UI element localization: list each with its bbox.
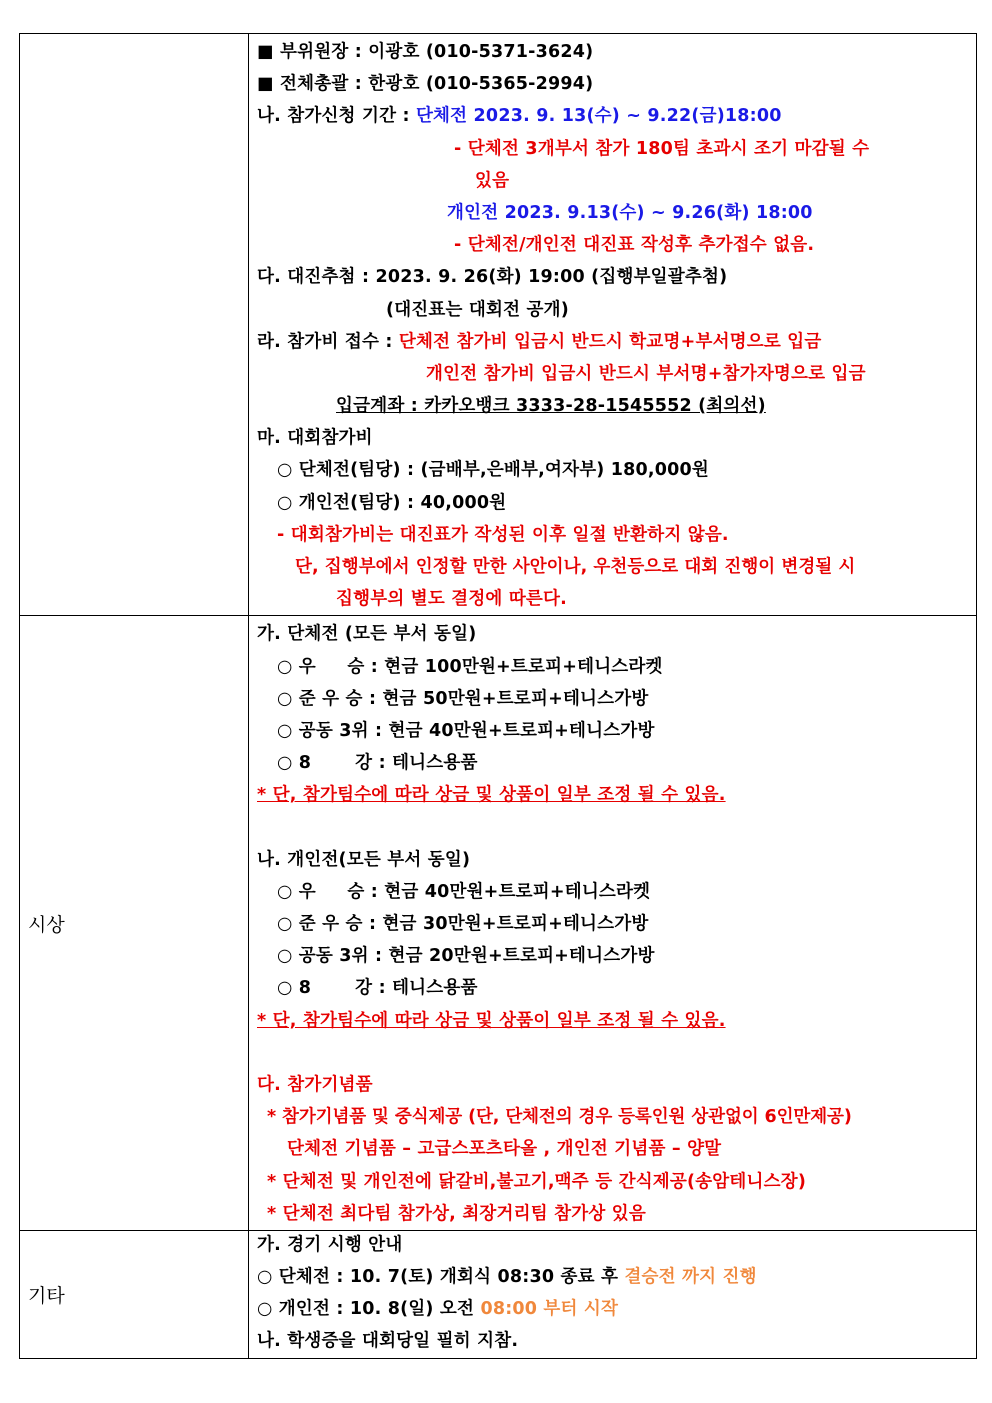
spacer bbox=[257, 812, 976, 844]
fee-team-amount: ○ 단체전(팀당) : (금배부,은배부,여자부) 180,000원 bbox=[277, 460, 710, 481]
refund-line1: - 대회참가비는 대진표가 작성된 이후 일절 반환하지 않음. bbox=[277, 524, 729, 545]
period-label: 나. 참가신청 기간 : bbox=[257, 106, 416, 127]
account-line: 입금계좌 : 카카오뱅크 3333-28-1545552 (최의선) bbox=[336, 396, 766, 417]
refund-line2: 단, 집행부에서 인정할 만한 사안이나, 우천등으로 대회 진행이 변경될 시 bbox=[295, 557, 856, 577]
table-row bbox=[20, 1230, 977, 1358]
team-award-title: 가. 단체전 (모든 부서 동일) bbox=[257, 624, 477, 645]
table-row bbox=[20, 34, 977, 616]
vice-chair-line: ■ 부위원장 : 이광호 (010-5371-3624) bbox=[257, 42, 594, 62]
etc-team-prefix: ○ 단체전 : 10. 7(토) 개회식 08:30 종료 후 bbox=[257, 1266, 625, 1287]
awards-label: 시상 bbox=[20, 616, 249, 1231]
awards-cell bbox=[249, 616, 977, 1231]
period-individual-note: - 단체전/개인전 대진표 작성후 추가접수 없음. bbox=[454, 235, 815, 256]
fee-title: 마. 대회참가비 bbox=[257, 428, 373, 449]
fee-label: 라. 참가비 접수 : bbox=[257, 331, 399, 352]
fee-individual-amount: ○ 개인전(팀당) : 40,000원 bbox=[277, 492, 507, 513]
draw-note: (대진표는 대회전 공개) bbox=[386, 299, 569, 320]
draw-line: 다. 대진추첨 : 2023. 9. 26(화) 19:00 (집행부일괄추첨) bbox=[257, 267, 728, 288]
spacer bbox=[257, 1037, 976, 1069]
period-team-note1: - 단체전 3개부서 참가 180팀 초과시 조기 마감될 수 bbox=[454, 138, 870, 159]
team-award-item: ○ 우 승 : 현금 100만원+트로피+테니스라켓 bbox=[277, 656, 663, 677]
etc-individual-line bbox=[257, 1293, 976, 1325]
gift-line4: * 단체전 최다팀 참가상, 최장거리팀 참가상 있음 bbox=[267, 1203, 646, 1224]
team-award-note: * 단, 참가팀수에 따라 상금 및 상품이 일부 조정 될 수 있음. bbox=[257, 785, 726, 806]
application-cell bbox=[249, 34, 977, 616]
individual-award-item: ○ 우 승 : 현금 40만원+트로피+테니스라켓 bbox=[277, 881, 651, 902]
individual-award-note: * 단, 참가팀수에 따라 상금 및 상품이 일부 조정 될 수 있음. bbox=[257, 1010, 726, 1031]
fee-line bbox=[257, 326, 976, 358]
refund-line3: 집행부의 별도 결정에 따른다. bbox=[336, 589, 567, 610]
general-head-line: ■ 전체총괄 : 한광호 (010-5365-2994) bbox=[257, 74, 594, 95]
empty-label-cell bbox=[20, 34, 249, 616]
fee-individual: 개인전 참가비 입금시 반드시 부서명+참가자명으로 입금 bbox=[426, 363, 866, 384]
individual-award-item: ○ 공동 3위 : 현금 20만원+트로피+테니스가방 bbox=[277, 946, 655, 967]
gift-title: 다. 참가기념품 bbox=[257, 1075, 373, 1095]
gift-line2: 단체전 기념품 – 고급스포츠타올 , 개인전 기념품 – 양말 bbox=[287, 1139, 722, 1160]
period-line bbox=[257, 100, 976, 132]
etc-student-id: 나. 학생증을 대회당일 필히 지참. bbox=[257, 1331, 519, 1352]
gift-line3: * 단체전 및 개인전에 닭갈비,불고기,맥주 등 간식제공(송암테니스장) bbox=[267, 1171, 807, 1192]
fee-team: 단체전 참가비 입금시 반드시 학교명+부서명으로 입금 bbox=[398, 331, 822, 352]
period-team: 단체전 2023. 9. 13(수) ~ 9.22(금)18:00 bbox=[415, 106, 782, 127]
period-individual: 개인전 2023. 9.13(수) ~ 9.26(화) 18:00 bbox=[447, 202, 813, 223]
team-award-item: ○ 8 강 : 테니스용품 bbox=[277, 753, 478, 774]
period-team-note2: 있음 bbox=[475, 170, 510, 191]
etc-individual-prefix: ○ 개인전 : 10. 8(일) 오전 bbox=[257, 1299, 481, 1320]
individual-award-item: ○ 8 강 : 테니스용품 bbox=[277, 978, 478, 999]
individual-award-item: ○ 준 우 승 : 현금 30만원+트로피+테니스가방 bbox=[277, 914, 649, 935]
etc-label: 기타 bbox=[20, 1230, 249, 1358]
individual-award-title: 나. 개인전(모든 부서 동일) bbox=[257, 849, 471, 870]
etc-title: 가. 경기 시행 안내 bbox=[257, 1234, 403, 1255]
info-table bbox=[19, 33, 977, 1359]
team-award-item: ○ 공동 3위 : 현금 40만원+트로피+테니스가방 bbox=[277, 720, 655, 741]
team-award-item: ○ 준 우 승 : 현금 50만원+트로피+테니스가방 bbox=[277, 688, 649, 709]
etc-individual-suffix: 08:00 부터 시작 bbox=[480, 1299, 619, 1320]
etc-team-line bbox=[257, 1261, 976, 1293]
etc-team-suffix: 결승전 까지 진행 bbox=[624, 1266, 757, 1287]
etc-cell bbox=[249, 1230, 977, 1358]
gift-line1: * 참가기념품 및 중식제공 (단, 단체전의 경우 등록인원 상관없이 6인만제공) bbox=[267, 1107, 852, 1128]
table-row bbox=[20, 616, 977, 1231]
